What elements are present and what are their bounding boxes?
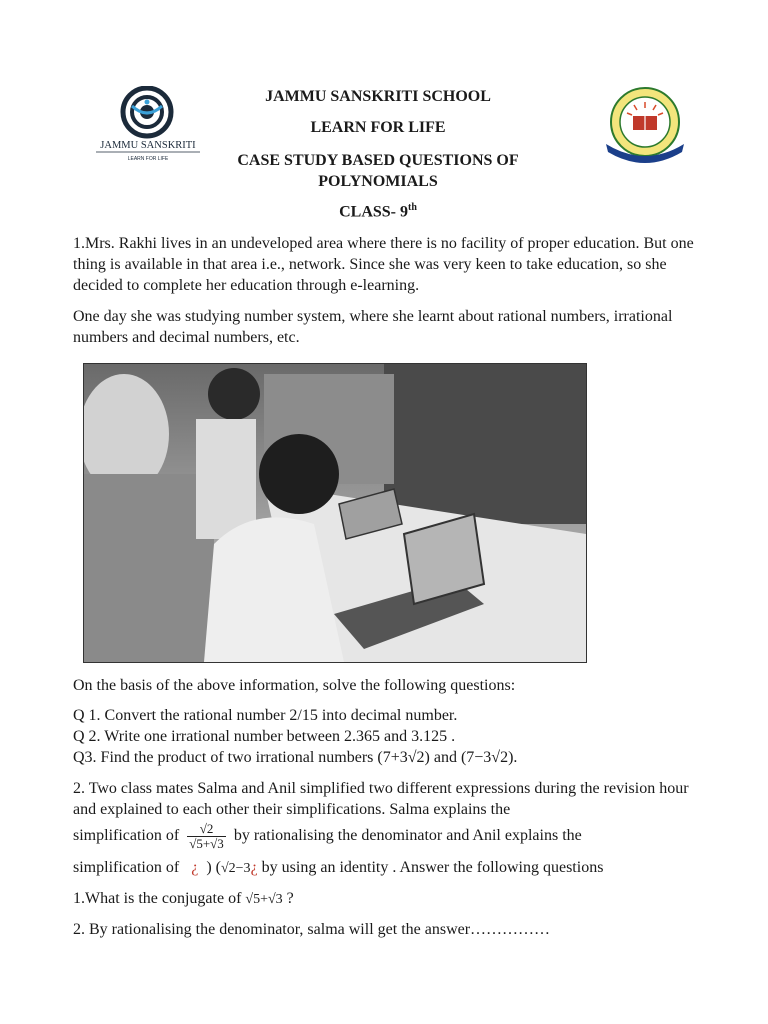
paragraph-instructions: On the basis of the above information, solve the following questions: [73, 677, 516, 694]
missing-glyph-2: ¿ [250, 859, 258, 876]
school-logo [92, 86, 204, 164]
simplification-text-a: simplification of [73, 827, 180, 844]
simplification-paren: ) ( [206, 859, 221, 876]
conjugate-text-a: 1.What is the conjugate of [73, 890, 246, 907]
simplification-text-c: simplification of [73, 859, 180, 876]
school-logo-tagline: LEARN FOR LIFE [127, 156, 169, 162]
fraction-denominator: √5+√3 [189, 835, 224, 851]
missing-glyph-1: ¿ [191, 859, 199, 876]
math-expression-2: √2−3 [220, 861, 251, 876]
conjugate-question [73, 888, 713, 910]
school-name: JAMMU SANSKRITI SCHOOL [265, 88, 491, 105]
classroom-photo [83, 363, 587, 663]
class-superscript: th [408, 202, 417, 213]
rationalise-question: 2. By rationalising the denominator, salma will get the answer…………… [73, 921, 551, 938]
simplification-text-d: by using an identity . Answer the following questions [257, 859, 604, 876]
simplification-line-2 [73, 857, 713, 879]
fraction-expression [187, 822, 226, 851]
cbse-seal-logo [600, 86, 690, 166]
question-3: Q3. Find the product of two irrational numbers (7+3√2) and (7−3√2). [73, 749, 518, 766]
conjugate-text-b: ? [282, 890, 294, 907]
document-title: CASE STUDY BASED QUESTIONS OF POLYNOMIALS [237, 152, 519, 190]
paragraph-intro: 1.Mrs. Rakhi lives in an undeveloped area where there is no facility of proper education. But one thing is available in that area i.e., network. Since she was very keen to take education, so she decided to complete her education through e-learning. [73, 235, 694, 294]
paragraph-case-2: 2. Two class mates Salma and Anil simplified two different expressions during the revision hour and explained to each other their simplifications. Salma explains the [73, 780, 689, 818]
school-motto: LEARN FOR LIFE [310, 119, 446, 136]
simplification-line-1 [73, 818, 713, 854]
class-label [200, 202, 556, 221]
paragraph-study: One day she was studying number system, where she learnt about rational numbers, irrational numbers and decimal numbers, etc. [73, 308, 673, 346]
simplification-text-b: by rationalising the denominator and Anil explains the [233, 827, 582, 844]
class-text: CLASS- 9 [339, 203, 408, 221]
fraction-numerator: √2 [187, 822, 226, 837]
question-1: Q 1. Convert the rational number 2/15 into decimal number. [73, 707, 458, 724]
question-2: Q 2. Write one irrational number between 2.365 and 3.125 . [73, 728, 456, 745]
conjugate-math: √5+√3 [245, 892, 283, 907]
school-logo-text: JAMMU SANSKRITI [100, 140, 196, 151]
